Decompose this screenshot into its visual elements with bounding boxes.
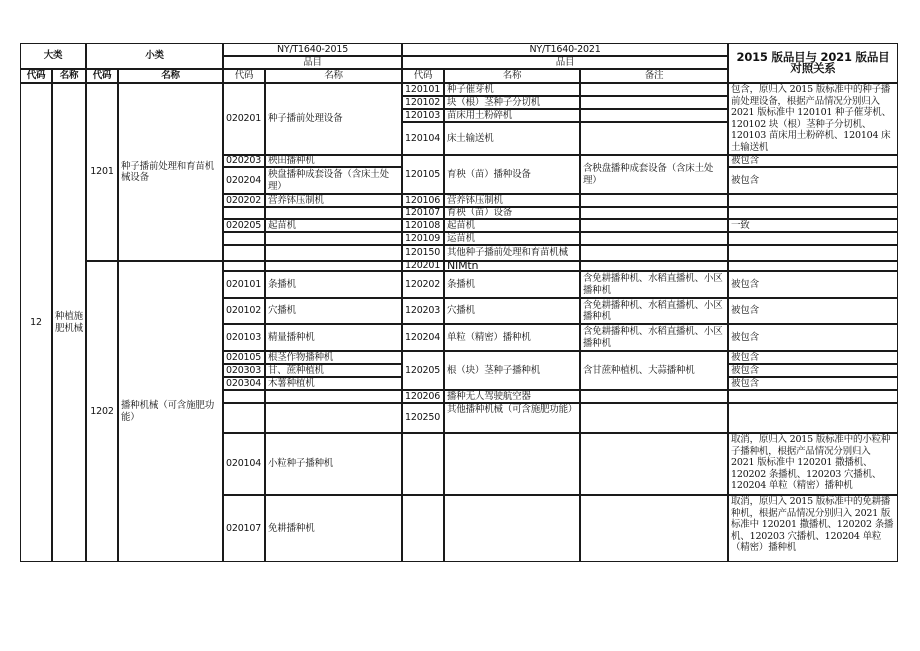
right-empty — [580, 433, 728, 495]
right-remark — [580, 194, 728, 207]
right-name: NIMtn — [444, 261, 580, 271]
header-minor-category: 小类 — [86, 43, 223, 69]
left-name: 甘、蔗种植机 — [265, 364, 402, 377]
header-2015-code: 代码 — [223, 69, 265, 83]
relation-cell: 取消，原归入 2015 版标准中的小粒种子播种机，根据产品情况分别归入 2021 版标准中 120201 撒播机、120202 条播机、120203 穴播机、120204 单粒（精密）播种机 — [728, 433, 898, 495]
relation-cell: 被包含 — [728, 324, 898, 351]
header-std-2021: NY/T1640-2021 — [402, 43, 728, 56]
right-code: 120206 — [402, 390, 444, 403]
right-name: 其他种子播前处理和育苗机械 — [444, 245, 580, 261]
right-name: 运苗机 — [444, 232, 580, 245]
right-remark — [580, 403, 728, 433]
left-name: 免耕播种机 — [265, 495, 402, 562]
minor-name-1201: 种子播前处理和育苗机械设备 — [118, 83, 223, 261]
right-code: 120204 — [402, 324, 444, 351]
major-code: 12 — [20, 83, 52, 562]
left-code: 020202 — [223, 194, 265, 207]
right-name: 种子催芽机 — [444, 83, 580, 96]
right-code: 120109 — [402, 232, 444, 245]
right-name: 起苗机 — [444, 219, 580, 232]
left-code: 020204 — [223, 167, 265, 194]
minor-name-1202: 播种机械（可含施肥功能） — [118, 261, 223, 562]
right-code: 120203 — [402, 298, 444, 324]
header-major-category: 大类 — [20, 43, 86, 69]
right-name: 其他播种机械（可含施肥功能） — [444, 403, 580, 433]
right-code: 120250 — [402, 403, 444, 433]
header-std-2015: NY/T1640-2015 — [223, 43, 402, 56]
right-remark — [580, 96, 728, 109]
relation-empty — [728, 207, 898, 219]
right-remark — [580, 261, 728, 271]
left-empty — [223, 232, 265, 245]
right-remark — [580, 109, 728, 122]
left-name: 种子播前处理设备 — [265, 83, 402, 155]
right-remark — [580, 83, 728, 96]
right-remark: 含免耕播种机、水稻直播机、小区播种机 — [580, 271, 728, 298]
right-name: 块（根）茎种子分切机 — [444, 96, 580, 109]
header-minor-name: 名称 — [118, 69, 223, 83]
left-code: 020201 — [223, 83, 265, 155]
left-empty — [265, 261, 402, 271]
left-name: 秧田播种机 — [265, 155, 402, 167]
left-code: 020104 — [223, 433, 265, 495]
relation-empty — [728, 232, 898, 245]
right-code: 120150 — [402, 245, 444, 261]
left-name: 条播机 — [265, 271, 402, 298]
left-code: 020102 — [223, 298, 265, 324]
right-empty — [402, 433, 444, 495]
left-name: 小粒种子播种机 — [265, 433, 402, 495]
right-name: 育秧（苗）设备 — [444, 207, 580, 219]
right-remark: 含免耕播种机、水稻直播机、小区播种机 — [580, 298, 728, 324]
header-major-code: 代码 — [20, 69, 52, 83]
left-empty — [223, 390, 265, 403]
right-empty — [444, 495, 580, 562]
minor-code-1201: 1201 — [86, 83, 118, 261]
left-empty — [223, 261, 265, 271]
right-code: 120103 — [402, 109, 444, 122]
header-2021-code: 代码 — [402, 69, 444, 83]
right-remark: 含甘蔗种植机、大蒜播种机 — [580, 351, 728, 390]
right-code: 120104 — [402, 122, 444, 155]
right-name: 条播机 — [444, 271, 580, 298]
major-name: 种植施肥机械 — [52, 83, 86, 562]
right-remark — [580, 207, 728, 219]
right-name: 播种无人驾驶航空器 — [444, 390, 580, 403]
right-empty — [580, 495, 728, 562]
header-major-name: 名称 — [52, 69, 86, 83]
left-name: 根茎作物播种机 — [265, 351, 402, 364]
relation-empty — [728, 261, 898, 271]
left-code: 020205 — [223, 219, 265, 232]
relation-cell: 被包含 — [728, 377, 898, 390]
relation-cell: 被包含 — [728, 351, 898, 364]
right-code: 120205 — [402, 351, 444, 390]
left-empty — [223, 403, 265, 433]
relation-cell: 被包含 — [728, 155, 898, 167]
right-remark — [580, 245, 728, 261]
header-relation: 2015 版品目与 2021 版品目对照关系 — [728, 43, 898, 83]
header-items-2021: 品目 — [402, 56, 728, 69]
right-code: 120106 — [402, 194, 444, 207]
right-remark: 含免耕播种机、水稻直播机、小区播种机 — [580, 324, 728, 351]
header-2021-name: 名称 — [444, 69, 580, 83]
relation-cell: 被包含 — [728, 271, 898, 298]
right-remark — [580, 219, 728, 232]
header-items-2015: 品目 — [223, 56, 402, 69]
left-code: 020105 — [223, 351, 265, 364]
minor-code-1202: 1202 — [86, 261, 118, 562]
right-name: 根（块）茎种子播种机 — [444, 351, 580, 390]
relation-cell: 被包含 — [728, 167, 898, 194]
left-name: 营养钵压制机 — [265, 194, 402, 207]
relation-empty — [728, 403, 898, 433]
right-code: 120102 — [402, 96, 444, 109]
right-name: 营养钵压制机 — [444, 194, 580, 207]
left-code: 020107 — [223, 495, 265, 562]
relation-cell: 包含，原归入 2015 版标准中的种子播前处理设备，根据产品情况分别归入 2021 版标准中 120101 种子催芽机、120102 块（根）茎种子分切机、120103 苗床用土粉碎机、120104 床土输送机 — [728, 83, 898, 155]
relation-empty — [728, 245, 898, 261]
relation-cell: 取消，原归入 2015 版标准中的免耕播种机，根据产品情况分别归入 2021 版标准中 120201 撒播机、120202 条播机、120203 穴播机、120204 单粒（精密）播种机 — [728, 495, 898, 562]
left-name: 穴播机 — [265, 298, 402, 324]
right-remark — [580, 232, 728, 245]
right-name: 单粒（精密）播种机 — [444, 324, 580, 351]
right-empty — [402, 495, 444, 562]
right-name: 穴播机 — [444, 298, 580, 324]
right-remark — [580, 122, 728, 155]
left-empty — [223, 207, 265, 219]
right-code: 120202 — [402, 271, 444, 298]
relation-cell: 被包含 — [728, 364, 898, 377]
right-code: 120105 — [402, 155, 444, 194]
right-name: 苗床用土粉碎机 — [444, 109, 580, 122]
relation-empty — [728, 194, 898, 207]
right-code: 120101 — [402, 83, 444, 96]
right-remark — [580, 390, 728, 403]
left-name: 木薯种植机 — [265, 377, 402, 390]
left-name: 精量播种机 — [265, 324, 402, 351]
left-empty — [265, 403, 402, 433]
left-code: 020203 — [223, 155, 265, 167]
left-name: 秧盘播种成套设备（含床土处理） — [265, 167, 402, 194]
left-empty — [265, 245, 402, 261]
left-code: 020304 — [223, 377, 265, 390]
header-2015-name: 名称 — [265, 69, 402, 83]
left-empty — [265, 390, 402, 403]
header-2021-remark: 备注 — [580, 69, 728, 83]
relation-cell: 一致 — [728, 219, 898, 232]
right-code: 120201 — [402, 261, 444, 271]
right-name: 床土输送机 — [444, 122, 580, 155]
relation-cell: 被包含 — [728, 298, 898, 324]
right-remark: 含秧盘播种成套设备（含床土处理） — [580, 155, 728, 194]
right-name: 育秧（苗）播种设备 — [444, 155, 580, 194]
left-code: 020303 — [223, 364, 265, 377]
left-empty — [265, 232, 402, 245]
left-name: 起苗机 — [265, 219, 402, 232]
left-code: 020101 — [223, 271, 265, 298]
right-code: 120107 — [402, 207, 444, 219]
relation-empty — [728, 390, 898, 403]
left-code: 020103 — [223, 324, 265, 351]
header-minor-code: 代码 — [86, 69, 118, 83]
left-empty — [265, 207, 402, 219]
right-empty — [444, 433, 580, 495]
right-code: 120108 — [402, 219, 444, 232]
left-empty — [223, 245, 265, 261]
